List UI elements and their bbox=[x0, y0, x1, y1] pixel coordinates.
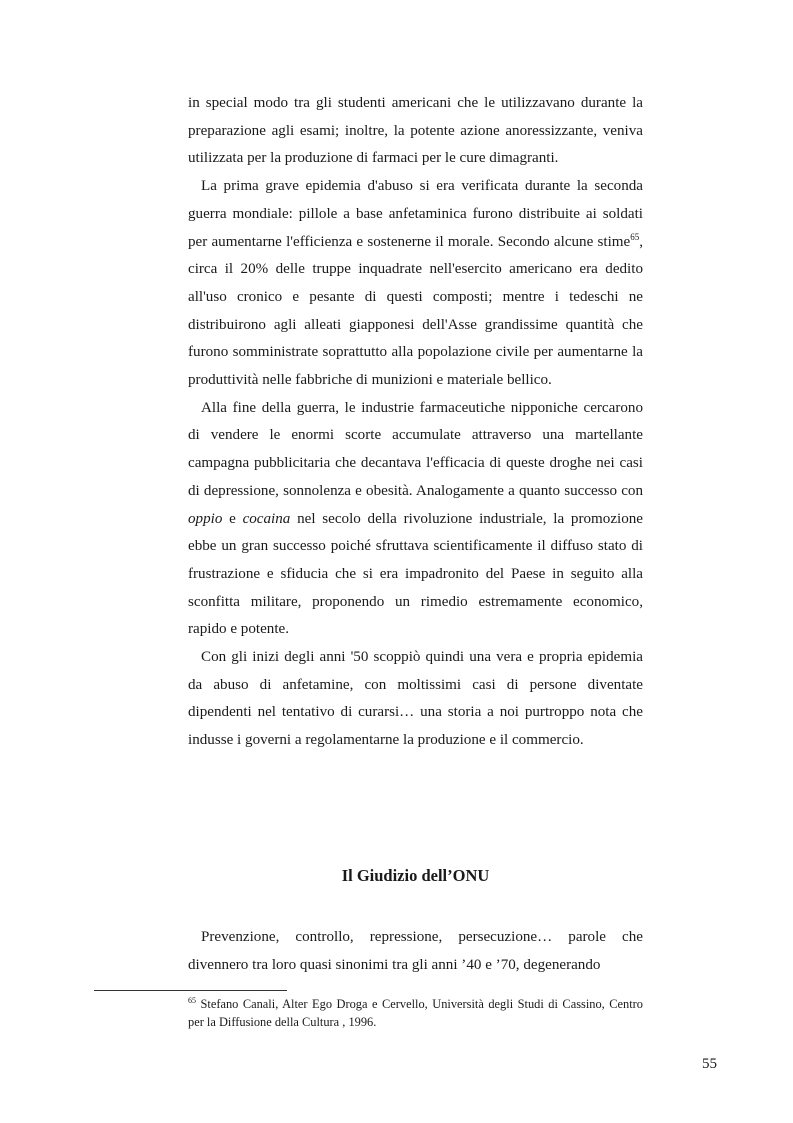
footnote-separator bbox=[94, 990, 287, 991]
section-heading: Il Giudizio dell’ONU bbox=[341, 866, 490, 885]
italic-term-oppio: oppio bbox=[188, 510, 223, 527]
footnote-number: 65 bbox=[188, 996, 196, 1005]
paragraph-2-text-a: La prima grave epidemia d'abuso si era verificata durante la seconda guerra mondiale: pillole a base anfetaminica furono distribuite ai soldati per aumentarne l'efficienza e sostenerne il morale. Secondo alcune stime bbox=[188, 178, 643, 250]
body-text bbox=[188, 90, 643, 755]
paragraph-3-text-b: e bbox=[222, 510, 243, 527]
italic-term-cocaina: cocaina bbox=[242, 510, 291, 527]
paragraph-4: Con gli inizi degli anni '50 scoppiò quindi una vera e propria epidemia da abuso di anfetamine, con moltissimi casi di persone diventate dipendenti nel tentativo di curarsi… una storia a noi purtroppo nota che indusse i governi a regolamentarne la produzione e il commercio. bbox=[188, 649, 643, 749]
paragraph-2-text-b: , circa il 20% delle truppe inquadrate nell'esercito americano era dedito all'uso cronico e pesante di questi composti; mentre i tedeschi ne distribuirono agli alleati giapponesi dell'Asse grandissime quantità che furono somministrate soprattutto alla popolazione civile per aumentarne la produttività nelle fabbriche di munizioni e materiale bellico. bbox=[188, 233, 643, 389]
page-number: 55 bbox=[702, 1056, 717, 1072]
paragraph-3-text-c: nel secolo della rivoluzione industriale, la promozione ebbe un gran successo poiché sfruttava scientificamente il diffuso stato di frustrazione e sfiducia che si era impadronito del Paese in seguito alla sconfitta militare, proponendo un rimedio estremamente economico, rapido e potente. bbox=[188, 510, 643, 638]
paragraph-3 bbox=[188, 395, 643, 644]
paragraph-3-text-a: Alla fine della guerra, le industrie farmaceutiche nipponiche cercarono di vendere le enormi scorte accumulate attraverso una martellante campagna pubblicitaria che decantava l'efficacia di queste droghe nei casi di depressione, sonnolenza e obesità. Analogamente a quanto successo con bbox=[188, 399, 643, 499]
footnote bbox=[188, 995, 643, 1031]
footnote-reference[interactable]: 65 bbox=[630, 231, 640, 242]
paragraph-1: in special modo tra gli studenti americani che le utilizzavano durante la preparazione agli esami; inoltre, la potente azione anoressizzante, veniva utilizzata per la produzione di farmaci per le cure dimagranti. bbox=[188, 95, 643, 167]
paragraph-2 bbox=[188, 173, 643, 395]
footnote-text: Stefano Canali, Alter Ego Droga e Cervello, Università degli Studi di Cassino, Centro per la Diffusione della Cultura , 1996. bbox=[188, 997, 643, 1029]
section-paragraph: Prevenzione, controllo, repressione, persecuzione… parole che divennero tra loro quasi sinonimi tra gli anni ’40 e ’70, degenerando bbox=[188, 929, 643, 973]
